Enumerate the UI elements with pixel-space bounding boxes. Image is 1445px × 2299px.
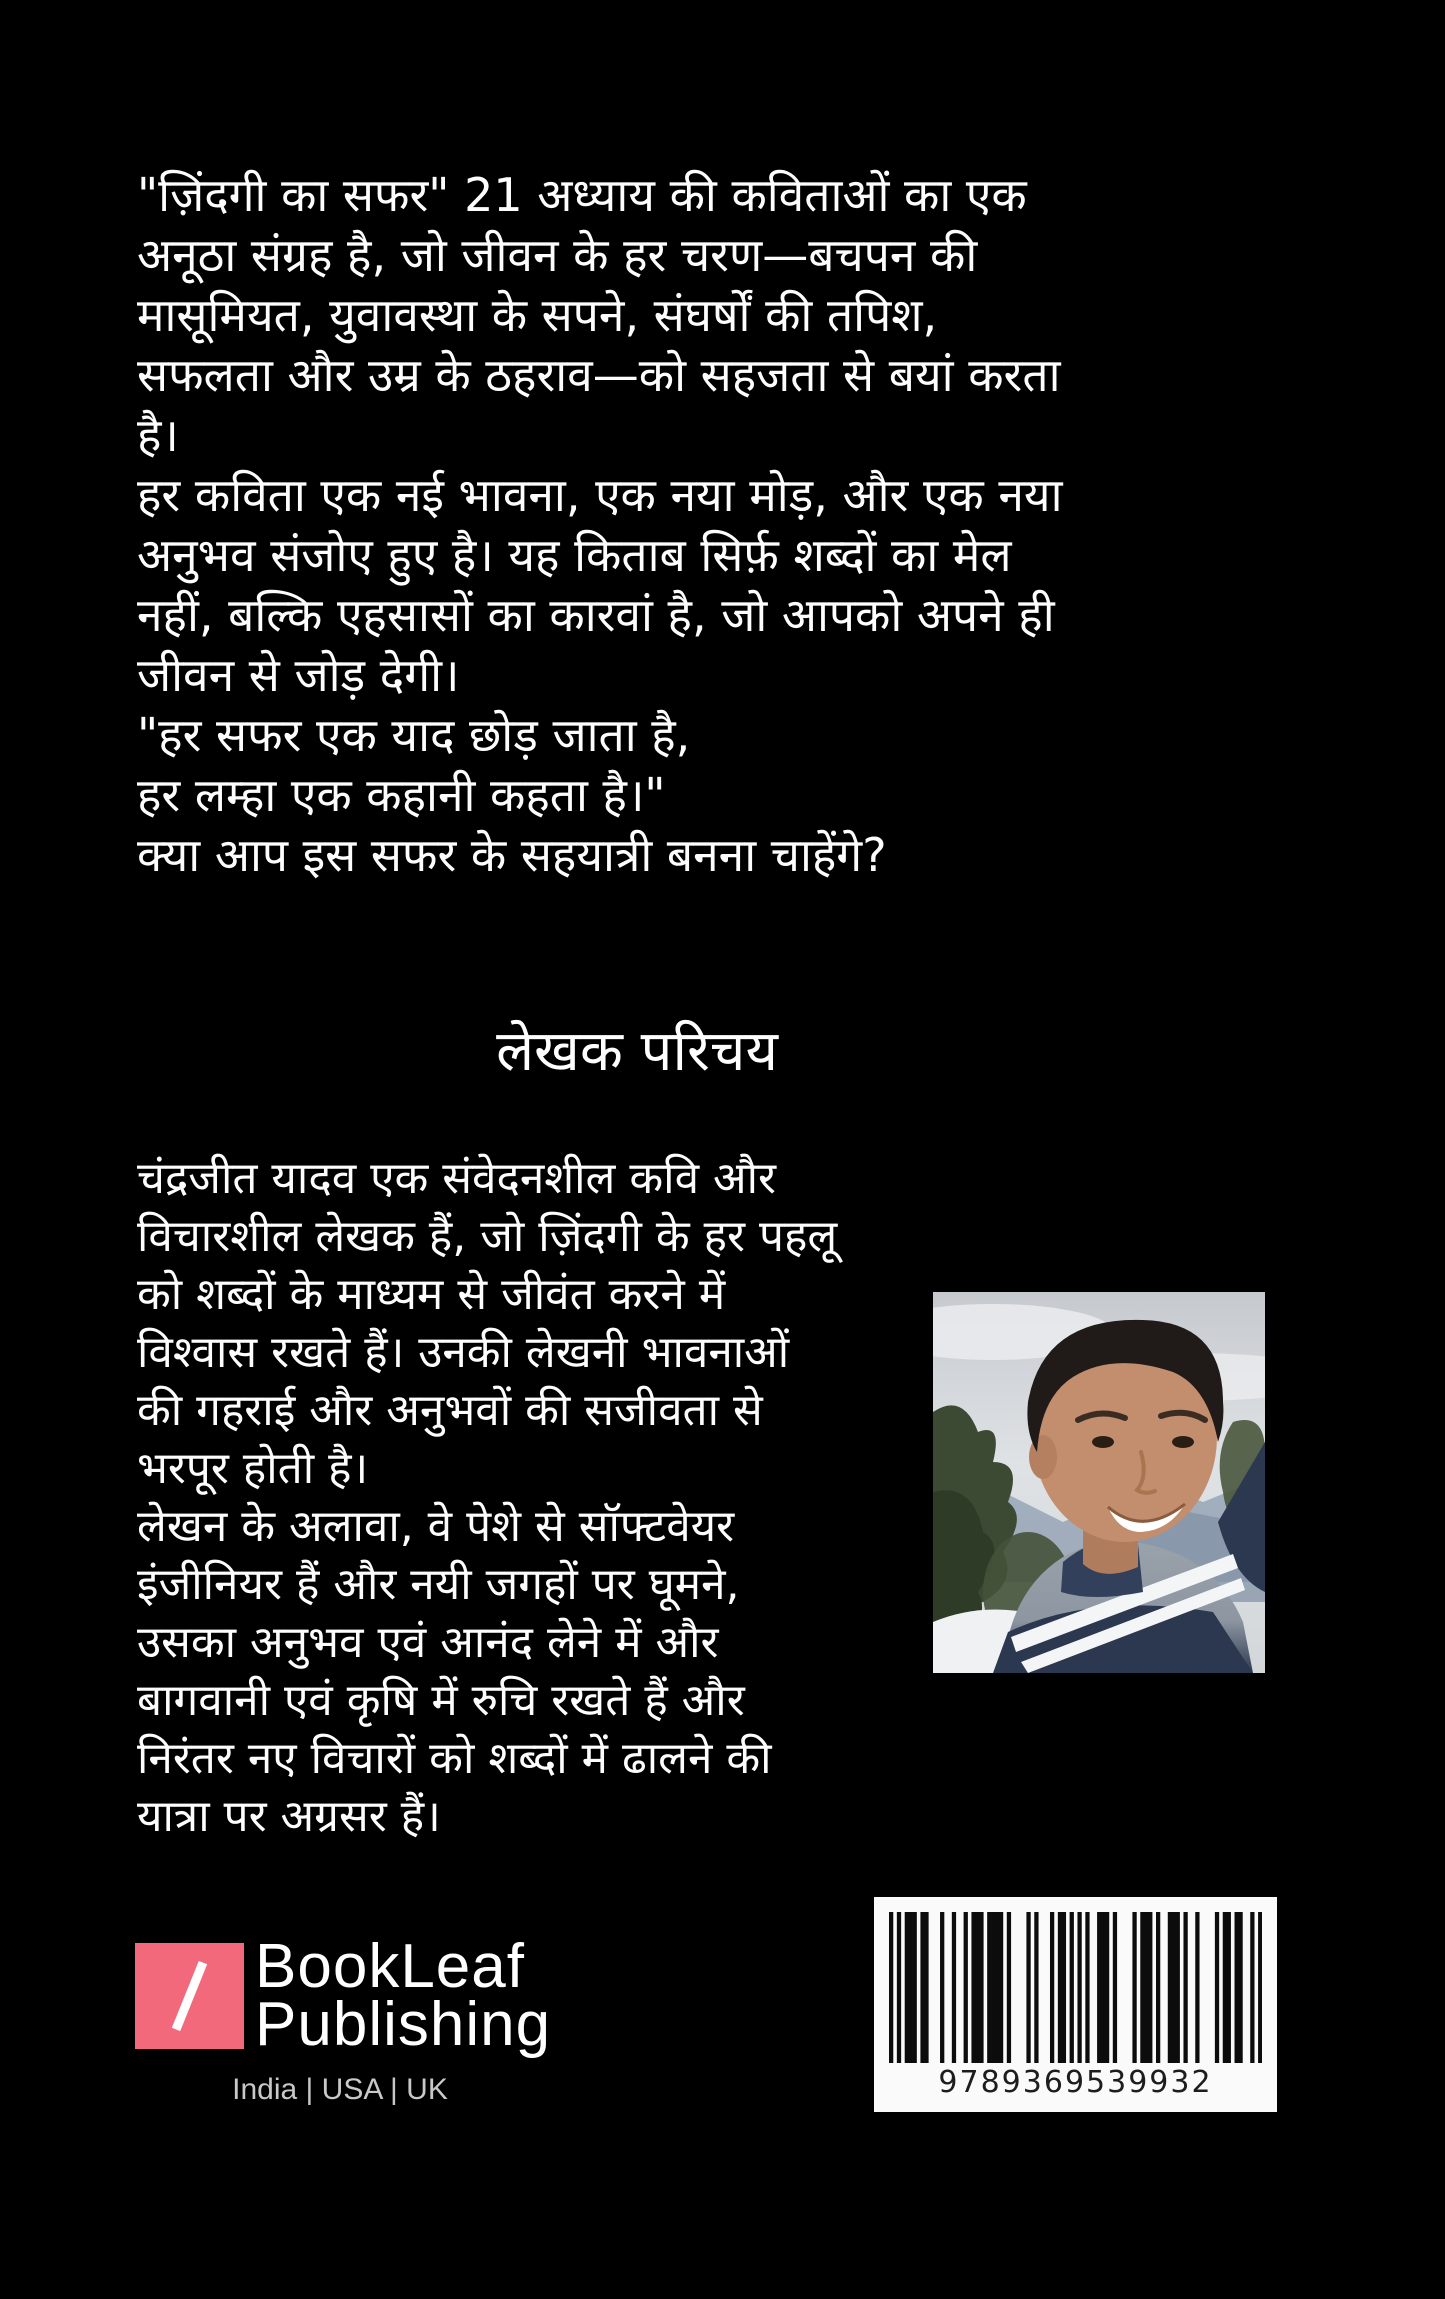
blurb-line: अनुभव संजोए हुए है। यह किताब सिर्फ़ शब्दों का मेल [137,528,1012,582]
bio-line: बागवानी एवं कृषि में रुचि रखते हैं और [137,1675,745,1726]
bio-line: की गहराई और अनुभवों की सजीवता से [137,1385,763,1436]
blurb-line: नहीं, बल्कि एहसासों का कारवां है, जो आपको अपने ही [137,588,1055,642]
author-photo-image [933,1292,1265,1673]
bio-line: इंजीनियर हैं और नयी जगहों पर घूमने, [137,1559,740,1610]
blurb-line: "ज़िंदगी का सफर" 21 अध्याय की कविताओं का एक [137,168,1027,222]
barcode [874,1897,1277,2112]
blurb-line: जीवन से जोड़ देगी। [137,648,460,702]
blurb-line: मासूमियत, युवावस्था के सपने, संघर्षों की तपिश, [137,288,938,342]
bio-line: यात्रा पर अग्रसर हैं। [137,1791,441,1842]
isbn-number: 9789369539932 [938,2065,1213,2100]
publisher-regions: India | USA | UK [232,2073,448,2106]
bio-line: चंद्रजीत यादव एक संवेदनशील कवि और [137,1153,777,1204]
blurb-line: अनूठा संग्रह है, जो जीवन के हर चरण—बचपन की [137,228,978,282]
barcode-bars [889,1912,1262,2063]
author-bio [137,1150,937,1846]
bio-line: भरपूर होती है। [137,1443,369,1494]
bio-line: लेखन के अलावा, वे पेशे से सॉफ्टवेयर [137,1501,735,1552]
publisher-name-line2: Publishing [255,1990,552,2059]
bookleaf-logo-icon [135,1943,244,2049]
bio-line: विचारशील लेखक हैं, जो ज़िंदगी के हर पहलू [137,1211,838,1262]
blurb-line: क्या आप इस सफर के सहयात्री बनना चाहेंगे? [137,828,887,882]
bio-line: निरंतर नए विचारों को शब्दों में ढालने की [137,1733,772,1784]
author-section-heading: लेखक परिचय [496,1019,778,1084]
book-blurb [137,165,1157,885]
bio-line: को शब्दों के माध्यम से जीवंत करने में [137,1269,726,1320]
blurb-line: सफलता और उम्र के ठहराव—को सहजता से बयां करता [137,348,1061,402]
bio-line: उसका अनुभव एवं आनंद लेने में और [137,1617,719,1668]
publisher-name-line1: BookLeaf [255,1932,525,2001]
blurb-line: है। [137,408,179,462]
blurb-line: "हर सफर एक याद छोड़ जाता है, [137,708,691,762]
blurb-line: हर लम्हा एक कहानी कहता है।" [137,768,666,822]
bio-line: विश्वास रखते हैं। उनकी लेखनी भावनाओं [137,1327,790,1378]
author-photo [933,1292,1265,1673]
blurb-line: हर कविता एक नई भावना, एक नया मोड़, और एक नया [137,468,1063,522]
slash-icon [172,1961,207,2031]
